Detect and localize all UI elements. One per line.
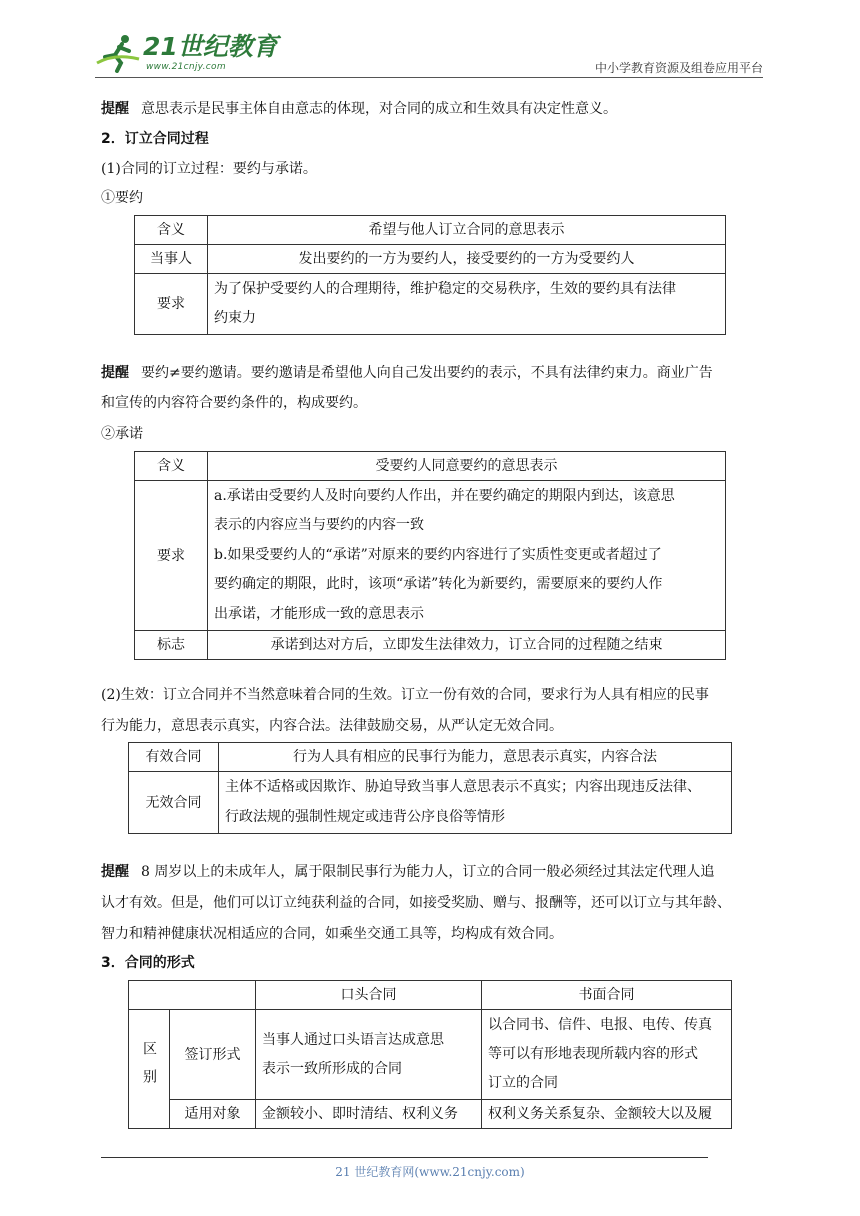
- row-content: [208, 274, 726, 335]
- table-row: [129, 772, 732, 834]
- content-line: 约束力: [214, 310, 256, 326]
- table-row: [129, 1010, 732, 1100]
- row-head: 有效合同: [129, 743, 219, 772]
- section-title: 3．合同的形式: [101, 955, 195, 971]
- offer-title: ①要约: [101, 190, 143, 206]
- page-header: [95, 33, 763, 79]
- logo-text: 21世纪教育: [143, 32, 278, 61]
- tip-paragraph: [101, 857, 763, 950]
- content-line: 主体不适格或因欺诈、胁迫导致当事人意思表示不真实；内容出现违反法律、: [225, 779, 701, 795]
- validity-table: [128, 742, 732, 834]
- header-divider: [95, 77, 763, 78]
- row-head: 适用对象: [170, 1100, 256, 1129]
- col-header-written: 书面合同: [482, 981, 732, 1010]
- subsection-title: (1)合同的订立过程：要约与承诺。: [101, 161, 317, 177]
- section-title: 2．订立合同过程: [101, 131, 209, 147]
- acceptance-title: ②承诺: [101, 426, 143, 442]
- row-head: 要求: [135, 481, 208, 631]
- offer-table: [134, 215, 726, 335]
- table-row: [135, 631, 726, 660]
- row-content: 行为人具有相应的民事行为能力，意思表示真实，内容合法: [219, 743, 732, 772]
- tip-label: 提醒: [101, 864, 129, 880]
- written-cell: [482, 1010, 732, 1100]
- tip-label: 提醒: [101, 101, 129, 117]
- form-table: [128, 980, 732, 1129]
- footer-divider: [101, 1157, 708, 1158]
- group-label: [129, 1010, 170, 1129]
- effect-paragraph: [101, 680, 763, 742]
- table-row: [135, 274, 726, 335]
- written-cell: 权利义务关系复杂、金额较大以及履: [482, 1100, 732, 1129]
- content-line: 表示一致所形成的合同: [262, 1060, 402, 1077]
- table-row: [129, 981, 732, 1010]
- row-head: 无效合同: [129, 772, 219, 834]
- row-head: 签订形式: [170, 1010, 256, 1100]
- row-content: 希望与他人订立合同的意思表示: [208, 216, 726, 245]
- content-line: 行政法规的强制性规定或违背公序良俗等情形: [225, 808, 505, 825]
- row-content: 受要约人同意要约的意思表示: [208, 452, 726, 481]
- acceptance-table: [134, 451, 726, 660]
- row-head: 含义: [135, 452, 208, 481]
- row-content: [208, 481, 726, 631]
- content-line: 要约确定的期限，此时，该项“承诺”转化为新要约，需要原来的要约人作: [214, 576, 663, 593]
- table-row: [135, 452, 726, 481]
- tip-text: 8 周岁以上的未成年人，属于限制民事行为能力人，订立的合同一般必须经过其法定代理人追: [141, 864, 715, 880]
- logo-url: www.21cnjy.com: [146, 62, 226, 72]
- row-head: 要求: [135, 274, 208, 335]
- table-row: [129, 743, 732, 772]
- row-head: 标志: [135, 631, 208, 660]
- row-head: 当事人: [135, 245, 208, 274]
- content-line: 出承诺，才能形成一致的意思表示: [214, 605, 424, 622]
- content-line: b.如果受要约人的“承诺”对原来的要约内容进行了实质性变更或者超过了: [214, 546, 662, 563]
- tip-text: 意思表示是民事主体自由意志的体现，对合同的成立和生效具有决定性意义。: [141, 101, 617, 117]
- oral-cell: [256, 1010, 482, 1100]
- paragraph-line: 行为能力，意思表示真实，内容合法。法律鼓励交易，从严认定无效合同。: [101, 718, 563, 734]
- tip-label: 提醒: [101, 365, 129, 381]
- content-line: 为了保护受要约人的合理期待，维护稳定的交易秩序，生效的要约具有法律: [214, 281, 676, 297]
- content-line: 等可以有形地表现所载内容的形式: [488, 1046, 698, 1062]
- empty-header-cell: [129, 981, 256, 1010]
- tip-text: 智力和精神健康状况相适应的合同，如乘坐交通工具等，均构成有效合同。: [101, 926, 563, 942]
- page-footer: 21 世纪教育网(www.21cnjy.com): [335, 1165, 525, 1179]
- content-line: 表示的内容应当与要约的内容一致: [214, 517, 424, 534]
- oral-cell: 金额较小、即时清结、权利义务: [256, 1100, 482, 1129]
- content-line: 当事人通过口头语言达成意思: [262, 1031, 444, 1048]
- tip-text: 和宣传的内容符合要约条件的，构成要约。: [101, 395, 367, 411]
- row-content: [219, 772, 732, 834]
- row-content: 承诺到达对方后，立即发生法律效力，订立合同的过程随之结束: [208, 631, 726, 660]
- tip-text: 要约≠要约邀请。要约邀请是希望他人向自己发出要约的表示，不具有法律约束力。商业广告: [141, 365, 713, 381]
- content-line: 以合同书、信件、电报、电传、传真: [488, 1017, 712, 1033]
- tip-text: 认才有效。但是，他们可以订立纯获利益的合同，如接受奖励、赠与、报酬等，还可以订立与其年龄、: [101, 895, 731, 911]
- col-header-oral: 口头合同: [256, 981, 482, 1010]
- runner-logo-icon: [95, 33, 141, 73]
- table-row: [135, 481, 726, 631]
- table-row: [135, 216, 726, 245]
- table-row: [135, 245, 726, 274]
- content-line: a.承诺由受要约人及时向要约人作出，并在要约确定的期限内到达，该意思: [214, 488, 675, 504]
- tip-paragraph: [101, 358, 763, 418]
- paragraph-line: (2)生效：订立合同并不当然意味着合同的生效。订立一份有效的合同，要求行为人具有相应的民事: [101, 687, 709, 703]
- tip-paragraph: [101, 94, 763, 124]
- platform-name: 中小学教育资源及组卷应用平台: [594, 61, 763, 75]
- content-line: 订立的合同: [488, 1075, 558, 1091]
- row-content: 发出要约的一方为要约人，接受要约的一方为受要约人: [208, 245, 726, 274]
- row-head: 含义: [135, 216, 208, 245]
- group-label-text: 区别: [141, 1041, 157, 1097]
- table-row: [129, 1100, 732, 1129]
